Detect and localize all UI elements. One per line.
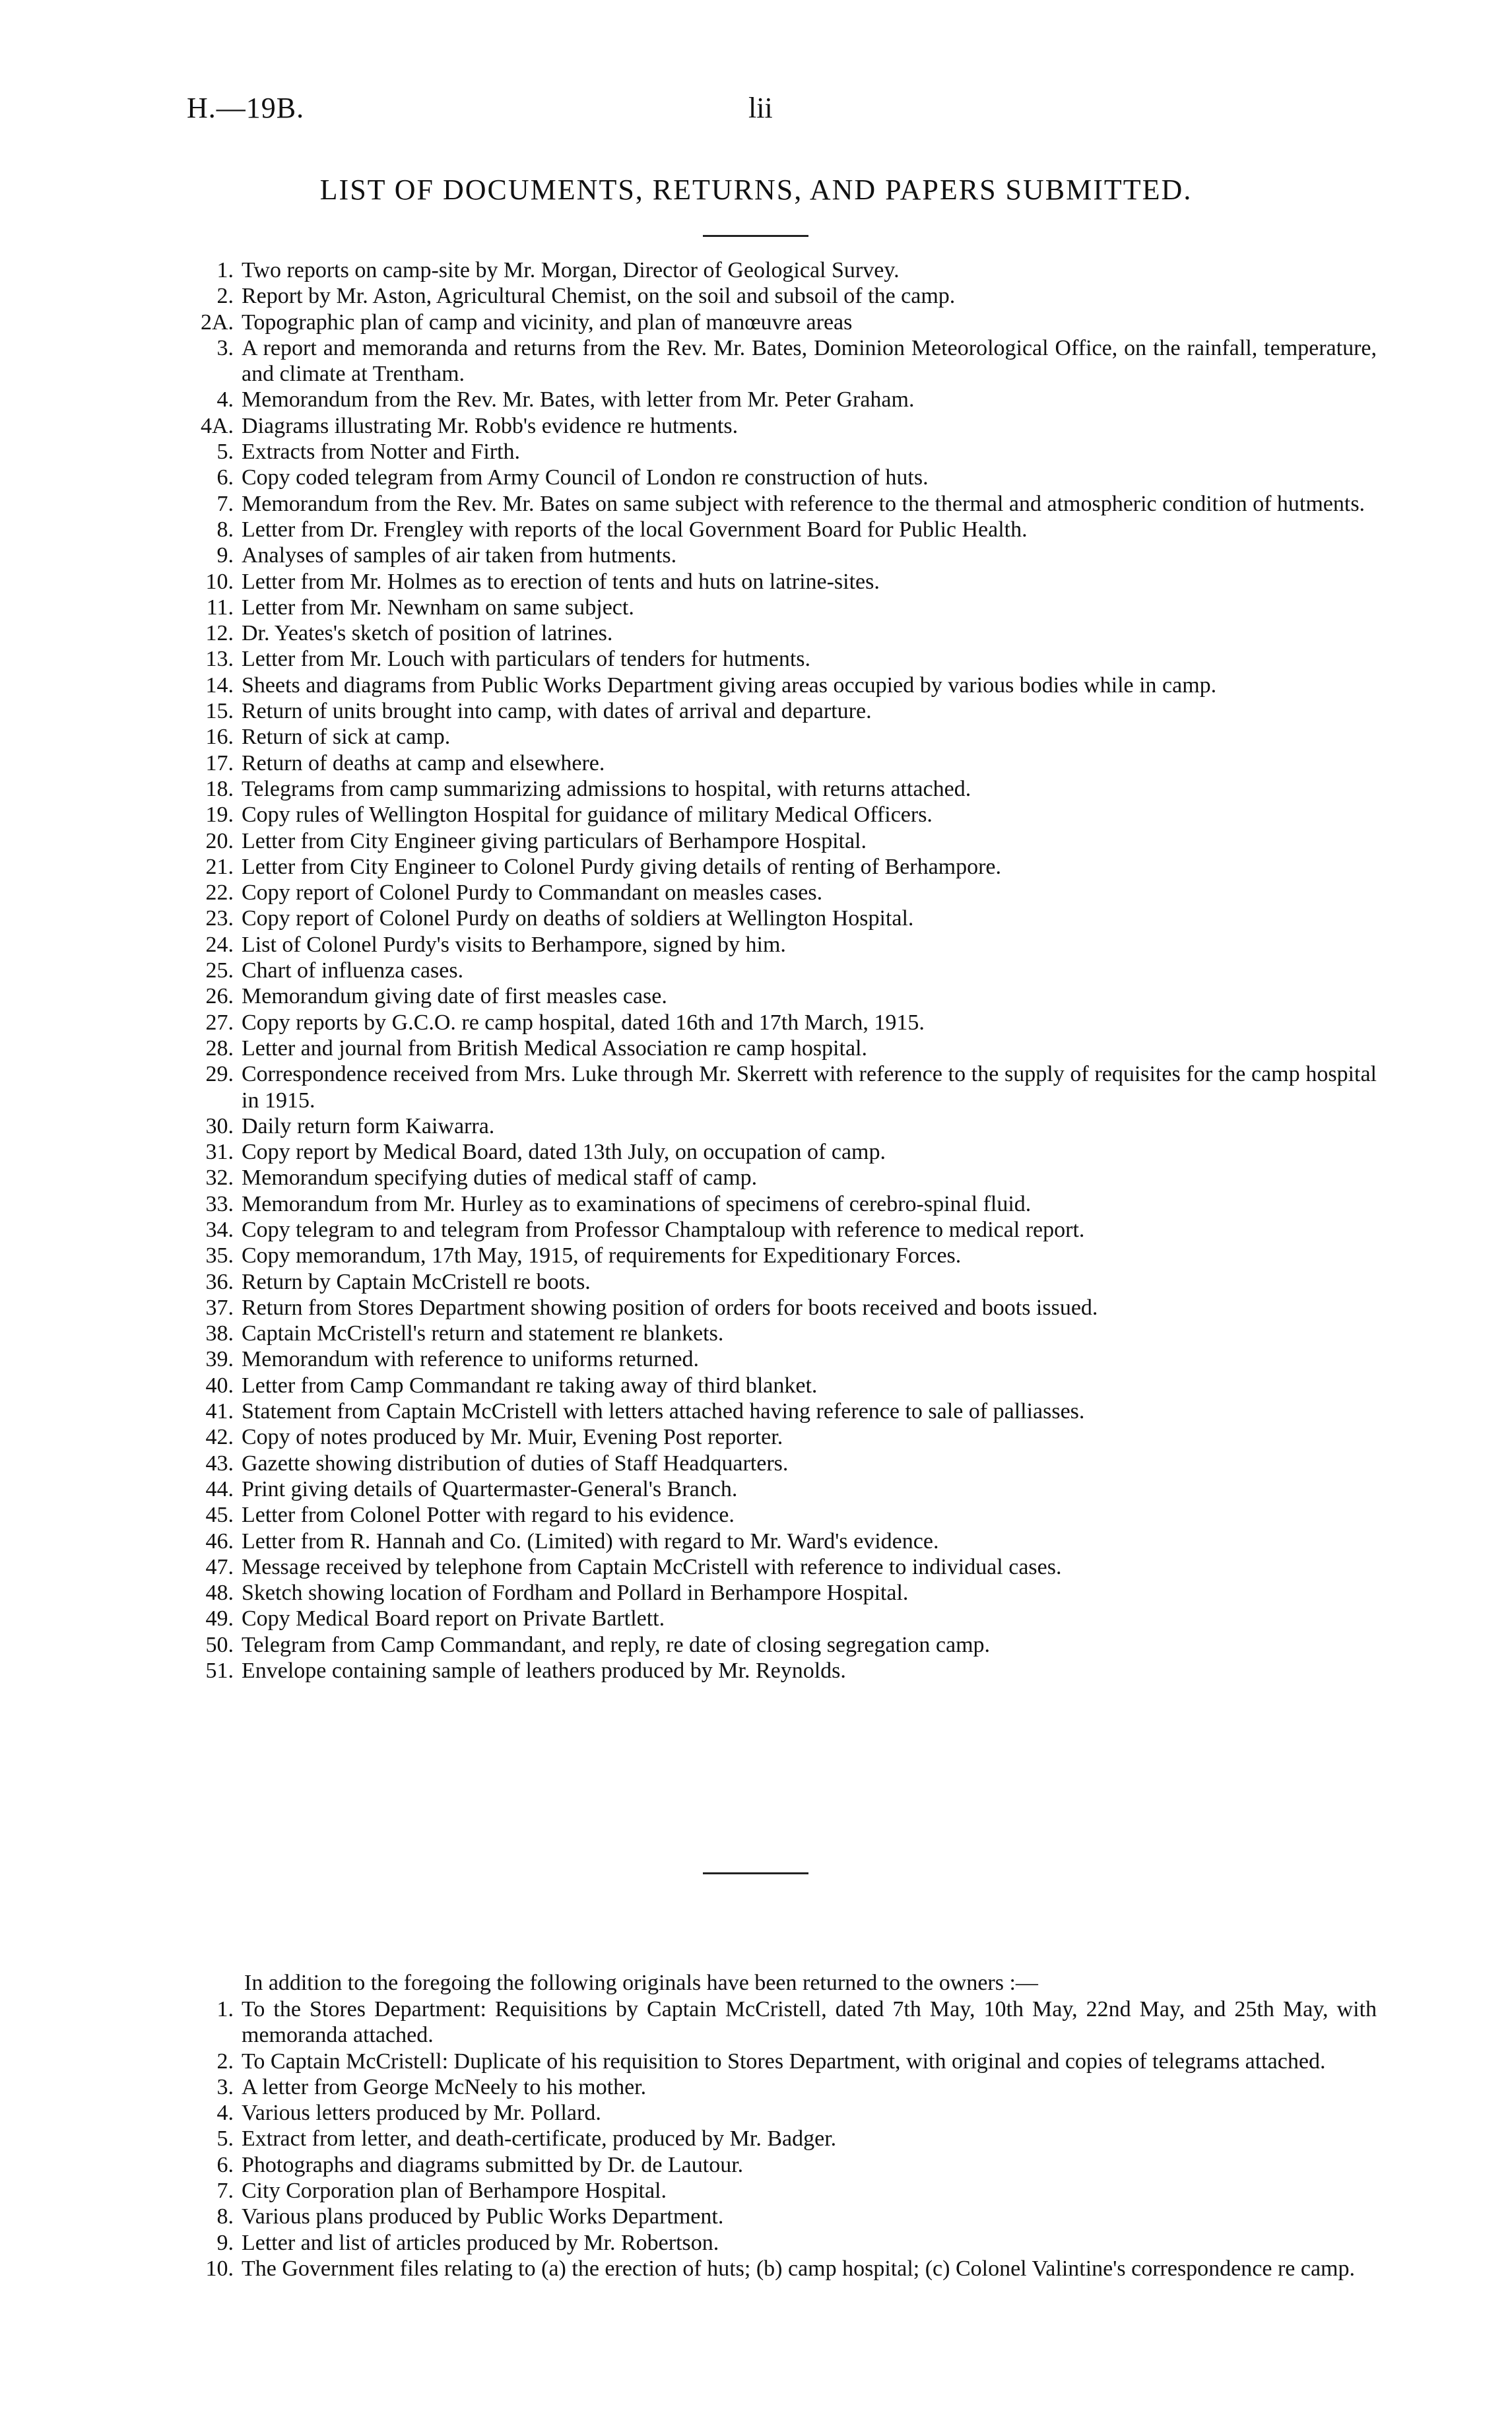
document-item-text: Dr. Yeates's sketch of position of latrines. (242, 621, 613, 646)
document-item (182, 1321, 1377, 1346)
originals-list (182, 1996, 1377, 2282)
original-item-text: To Captain McCristell: Duplicate of his requisition to Stores Department, with original and copies of telegrams attached. (242, 2049, 1326, 2074)
original-item (182, 1996, 1377, 2049)
document-item-number: 50. (205, 1632, 234, 1657)
original-item-text: The Government files relating to (a) the erection of huts; (b) camp hospital; (c) Colonel Valintine's correspondence re camp. (242, 2256, 1355, 2281)
document-item (182, 646, 1377, 672)
original-item-number: 8. (216, 2204, 234, 2229)
document-item-text: Topographic plan of camp and vicinity, and plan of manœuvre areas (242, 310, 853, 335)
document-item-number: 33. (205, 1191, 234, 1216)
document-item (182, 698, 1377, 724)
document-item-text: Gazette showing distribution of duties of Staff Headquarters. (242, 1451, 789, 1476)
document-item-text: Telegrams from camp summarizing admissions to hospital, with returns attached. (242, 776, 971, 801)
document-item-text: Statement from Captain McCristell with letters attached having reference to sale of palliasses. (242, 1399, 1085, 1424)
document-item (182, 1424, 1377, 1450)
document-item (182, 1191, 1377, 1217)
document-item (182, 1217, 1377, 1243)
document-item (182, 1243, 1377, 1268)
document-item-number: 37. (205, 1295, 234, 1320)
document-item-text: Copy report of Colonel Purdy on deaths of soldiers at Wellington Hospital. (242, 906, 914, 931)
document-item-number: 32. (205, 1166, 234, 1191)
document-item-text: Memorandum specifying duties of medical staff of camp. (242, 1166, 758, 1191)
original-item-text: Extract from letter, and death-certificate, produced by Mr. Badger. (242, 2126, 837, 2152)
document-item-text: Copy telegram to and telegram from Professor Champtaloup with reference to medical report. (242, 1217, 1085, 1242)
document-item-number: 18. (205, 776, 234, 801)
document-item (182, 517, 1377, 542)
original-item-number: 10. (205, 2256, 234, 2281)
document-item-text: Copy reports by G.C.O. re camp hospital, dated 16th and 17th March, 1915. (242, 1010, 925, 1035)
document-item (182, 257, 1377, 283)
document-item-text: Return of deaths at camp and elsewhere. (242, 750, 605, 775)
document-item-number: 2A. (200, 310, 234, 335)
document-item-number: 28. (205, 1035, 234, 1061)
document-item-number: 30. (205, 1113, 234, 1138)
document-item (182, 310, 1377, 335)
document-item-number: 8. (216, 517, 234, 542)
original-item-text: City Corporation plan of Berhampore Hospital. (242, 2179, 667, 2204)
original-item-text: Photographs and diagrams submitted by Dr. de Lautour. (242, 2152, 744, 2177)
document-item (182, 413, 1377, 439)
document-item (182, 983, 1377, 1009)
document-item-text: Captain McCristell's return and statement re blankets. (242, 1321, 724, 1346)
original-item (182, 2049, 1377, 2074)
document-item-number: 4. (216, 387, 234, 412)
document-item (182, 491, 1377, 517)
document-item-number: 45. (205, 1503, 234, 1528)
document-item-number: 39. (205, 1347, 234, 1372)
document-item-text: Telegram from Camp Commandant, and reply, re date of closing segregation camp. (242, 1632, 991, 1657)
divider-top (703, 235, 808, 237)
document-item (182, 465, 1377, 490)
document-item-number: 17. (205, 750, 234, 775)
original-item-number: 3. (216, 2074, 234, 2099)
document-item (182, 776, 1377, 802)
document-item (182, 1269, 1377, 1295)
originals-intro: In addition to the foregoing the following originals have been returned to the owners :— (244, 1971, 1038, 1995)
document-item (182, 1451, 1377, 1476)
document-item-text: Message received by telephone from Captain McCristell with reference to individual cases. (242, 1554, 1062, 1579)
document-item (182, 1139, 1377, 1165)
document-item (182, 283, 1377, 309)
original-item-text: Letter and list of articles produced by Mr. Robertson. (242, 2230, 719, 2255)
original-item (182, 2256, 1377, 2282)
document-item-text: Letter from City Engineer to Colonel Purdy giving details of renting of Berhampore. (242, 854, 1002, 879)
document-item-number: 48. (205, 1581, 234, 1606)
original-item-text: A letter from George McNeely to his mother. (242, 2074, 647, 2099)
document-item-text: Letter from Colonel Potter with regard to his evidence. (242, 1503, 735, 1528)
original-item (182, 2100, 1377, 2126)
original-item (182, 2074, 1377, 2100)
document-item-number: 13. (205, 647, 234, 672)
document-item-text: Letter from Mr. Newnham on same subject. (242, 595, 634, 620)
document-item-text: Daily return form Kaiwarra. (242, 1113, 495, 1138)
document-item-number: 51. (205, 1659, 234, 1684)
document-item-number: 20. (205, 828, 234, 853)
original-item-text: Various letters produced by Mr. Pollard. (242, 2101, 601, 2126)
document-item-number: 43. (205, 1451, 234, 1476)
document-item-text: Diagrams illustrating Mr. Robb's evidence re hutments. (242, 413, 739, 438)
document-item (182, 1632, 1377, 1658)
document-item-text: Copy Medical Board report on Private Bartlett. (242, 1606, 665, 1631)
document-item-number: 38. (205, 1321, 234, 1346)
document-item (182, 1165, 1377, 1191)
document-item-number: 5. (216, 440, 234, 465)
document-item-text: List of Colonel Purdy's visits to Berhampore, signed by him. (242, 932, 786, 957)
document-item (182, 1580, 1377, 1606)
document-item-number: 1. (216, 258, 234, 282)
document-item-text: Print giving details of Quartermaster-General's Branch. (242, 1476, 738, 1501)
document-item (182, 335, 1377, 387)
document-item-number: 19. (205, 803, 234, 828)
document-item (182, 905, 1377, 931)
document-item (182, 1061, 1377, 1113)
document-item (182, 1346, 1377, 1372)
document-item (182, 750, 1377, 776)
document-item-text: Return from Stores Department showing position of orders for boots received and boots issued. (242, 1295, 1098, 1320)
document-item-number: 40. (205, 1373, 234, 1398)
original-item-text: Various plans produced by Public Works Department. (242, 2204, 724, 2229)
document-item-text: Correspondence received from Mrs. Luke through Mr. Skerrett with reference to the supply of requisites for the camp hospital in 1915. (242, 1062, 1377, 1113)
document-item-text: Letter from Mr. Holmes as to erection of tents and huts on latrine-sites. (242, 569, 880, 594)
document-item-number: 42. (205, 1425, 234, 1450)
document-item-number: 47. (205, 1554, 234, 1579)
document-item-text: Letter from Dr. Frengley with reports of the local Government Board for Public Health. (242, 517, 1028, 542)
original-item (182, 2126, 1377, 2152)
document-item-text: Copy report of Colonel Purdy to Commandant on measles cases. (242, 880, 823, 905)
document-item-number: 27. (205, 1010, 234, 1035)
document-item-number: 11. (206, 595, 234, 620)
document-item (182, 1113, 1377, 1139)
original-item-number: 7. (216, 2179, 234, 2204)
document-item-text: Memorandum from the Rev. Mr. Bates, with letter from Mr. Peter Graham. (242, 387, 915, 412)
document-item-number: 29. (205, 1062, 234, 1087)
original-item-number: 5. (216, 2126, 234, 2152)
document-item (182, 1502, 1377, 1528)
original-item-number: 2. (216, 2049, 234, 2074)
document-item-number: 41. (205, 1399, 234, 1424)
document-item (182, 569, 1377, 595)
document-item-number: 12. (205, 621, 234, 646)
document-item-text: Analyses of samples of air taken from hutments. (242, 543, 677, 568)
document-item-text: Letter from City Engineer giving particulars of Berhampore Hospital. (242, 828, 867, 853)
original-item (182, 2204, 1377, 2229)
document-item-text: Letter and journal from British Medical Association re camp hospital. (242, 1035, 867, 1061)
document-item-text: Extracts from Notter and Firth. (242, 440, 521, 465)
document-code: H.—19B. (187, 92, 305, 124)
document-item (182, 595, 1377, 620)
original-item-number: 4. (216, 2101, 234, 2126)
original-item (182, 2152, 1377, 2178)
divider-middle (703, 1872, 808, 1874)
document-item-number: 49. (205, 1606, 234, 1631)
document-item (182, 1398, 1377, 1424)
document-item-text: Memorandum from Mr. Hurley as to examinations of specimens of cerebro-spinal fluid. (242, 1191, 1032, 1216)
page-title: LIST OF DOCUMENTS, RETURNS, AND PAPERS SUBMITTED. (319, 174, 1193, 206)
document-item (182, 880, 1377, 905)
document-item-text: Copy rules of Wellington Hospital for guidance of military Medical Officers. (242, 803, 933, 828)
document-item (182, 1658, 1377, 1684)
document-item-text: Return by Captain McCristell re boots. (242, 1269, 591, 1294)
document-item (182, 1528, 1377, 1554)
document-item (182, 673, 1377, 698)
document-item-text: Copy of notes produced by Mr. Muir, Evening Post reporter. (242, 1425, 783, 1450)
document-item (182, 1010, 1377, 1035)
document-item (182, 724, 1377, 750)
document-item-text: Letter from Mr. Louch with particulars of tenders for hutments. (242, 647, 811, 672)
document-item-text: Report by Mr. Aston, Agricultural Chemist, on the soil and subsoil of the camp. (242, 284, 956, 309)
original-item (182, 2230, 1377, 2256)
document-item (182, 1554, 1377, 1580)
document-item-text: Letter from R. Hannah and Co. (Limited) with regard to Mr. Ward's evidence. (242, 1528, 939, 1554)
document-item-number: 36. (205, 1269, 234, 1294)
document-item-text: Envelope containing sample of leathers produced by Mr. Reynolds. (242, 1659, 846, 1684)
document-item-number: 44. (205, 1476, 234, 1501)
document-item-number: 15. (205, 699, 234, 724)
document-item-text: Copy report by Medical Board, dated 13th July, on occupation of camp. (242, 1140, 886, 1165)
document-item (182, 1295, 1377, 1321)
document-item-text: Letter from Camp Commandant re taking away of third blanket. (242, 1373, 818, 1398)
document-item-text: Copy memorandum, 17th May, 1915, of requirements for Expeditionary Forces. (242, 1243, 962, 1268)
document-item-number: 7. (216, 491, 234, 516)
document-item-number: 34. (205, 1217, 234, 1242)
document-item-number: 31. (205, 1140, 234, 1165)
document-item-number: 26. (205, 984, 234, 1009)
document-item-number: 6. (216, 465, 234, 490)
document-item (182, 387, 1377, 412)
document-item (182, 620, 1377, 646)
document-item-number: 23. (205, 906, 234, 931)
document-item-number: 22. (205, 880, 234, 905)
document-item-text: Sheets and diagrams from Public Works Department giving areas occupied by various bodies while in camp. (242, 673, 1217, 698)
original-item-number: 9. (216, 2230, 234, 2255)
document-item-number: 4A. (200, 413, 234, 438)
document-item (182, 1035, 1377, 1061)
document-item-number: 3. (216, 335, 234, 360)
document-item-text: Chart of influenza cases. (242, 958, 464, 983)
original-item-number: 6. (216, 2152, 234, 2177)
documents-list (182, 257, 1377, 1684)
document-item-number: 10. (205, 569, 234, 594)
document-item-number: 9. (216, 543, 234, 568)
document-item-text: Sketch showing location of Fordham and Pollard in Berhampore Hospital. (242, 1581, 909, 1606)
document-item (182, 802, 1377, 828)
document-item-number: 25. (205, 958, 234, 983)
document-item (182, 828, 1377, 854)
document-item (182, 958, 1377, 983)
document-item (182, 932, 1377, 958)
document-item-text: Return of sick at camp. (242, 725, 451, 750)
document-item-number: 16. (205, 725, 234, 750)
document-item (182, 854, 1377, 880)
document-item-text: Memorandum giving date of first measles case. (242, 984, 667, 1009)
document-item-number: 24. (205, 932, 234, 957)
document-item-number: 21. (205, 854, 234, 879)
document-item-number: 35. (205, 1243, 234, 1268)
document-item (182, 1476, 1377, 1502)
document-item (182, 1606, 1377, 1631)
document-item-text: Copy coded telegram from Army Council of London re construction of huts. (242, 465, 929, 490)
document-item-text: Memorandum from the Rev. Mr. Bates on same subject with reference to the thermal and atmospheric condition of hutments. (242, 491, 1365, 516)
page-number: lii (748, 92, 773, 124)
document-item-number: 14. (205, 673, 234, 698)
document-item (182, 1373, 1377, 1398)
original-item-text: To the Stores Department: Requisitions by Captain McCristell, dated 7th May, 10th May, 22nd May, and 25th May, with memoranda attached. (242, 1997, 1377, 2048)
document-item (182, 439, 1377, 465)
original-item-number: 1. (216, 1997, 234, 2021)
document-item-text: A report and memoranda and returns from the Rev. Mr. Bates, Dominion Meteorological Office, on the rainfall, temperature, and climate at Trentham. (242, 335, 1377, 387)
document-item-number: 2. (216, 284, 234, 309)
document-item-number: 46. (205, 1528, 234, 1554)
document-item-text: Two reports on camp-site by Mr. Morgan, Director of Geological Survey. (242, 258, 900, 282)
document-item (182, 542, 1377, 568)
document-item-text: Memorandum with reference to uniforms returned. (242, 1347, 699, 1372)
original-item (182, 2178, 1377, 2204)
document-item-text: Return of units brought into camp, with dates of arrival and departure. (242, 699, 872, 724)
